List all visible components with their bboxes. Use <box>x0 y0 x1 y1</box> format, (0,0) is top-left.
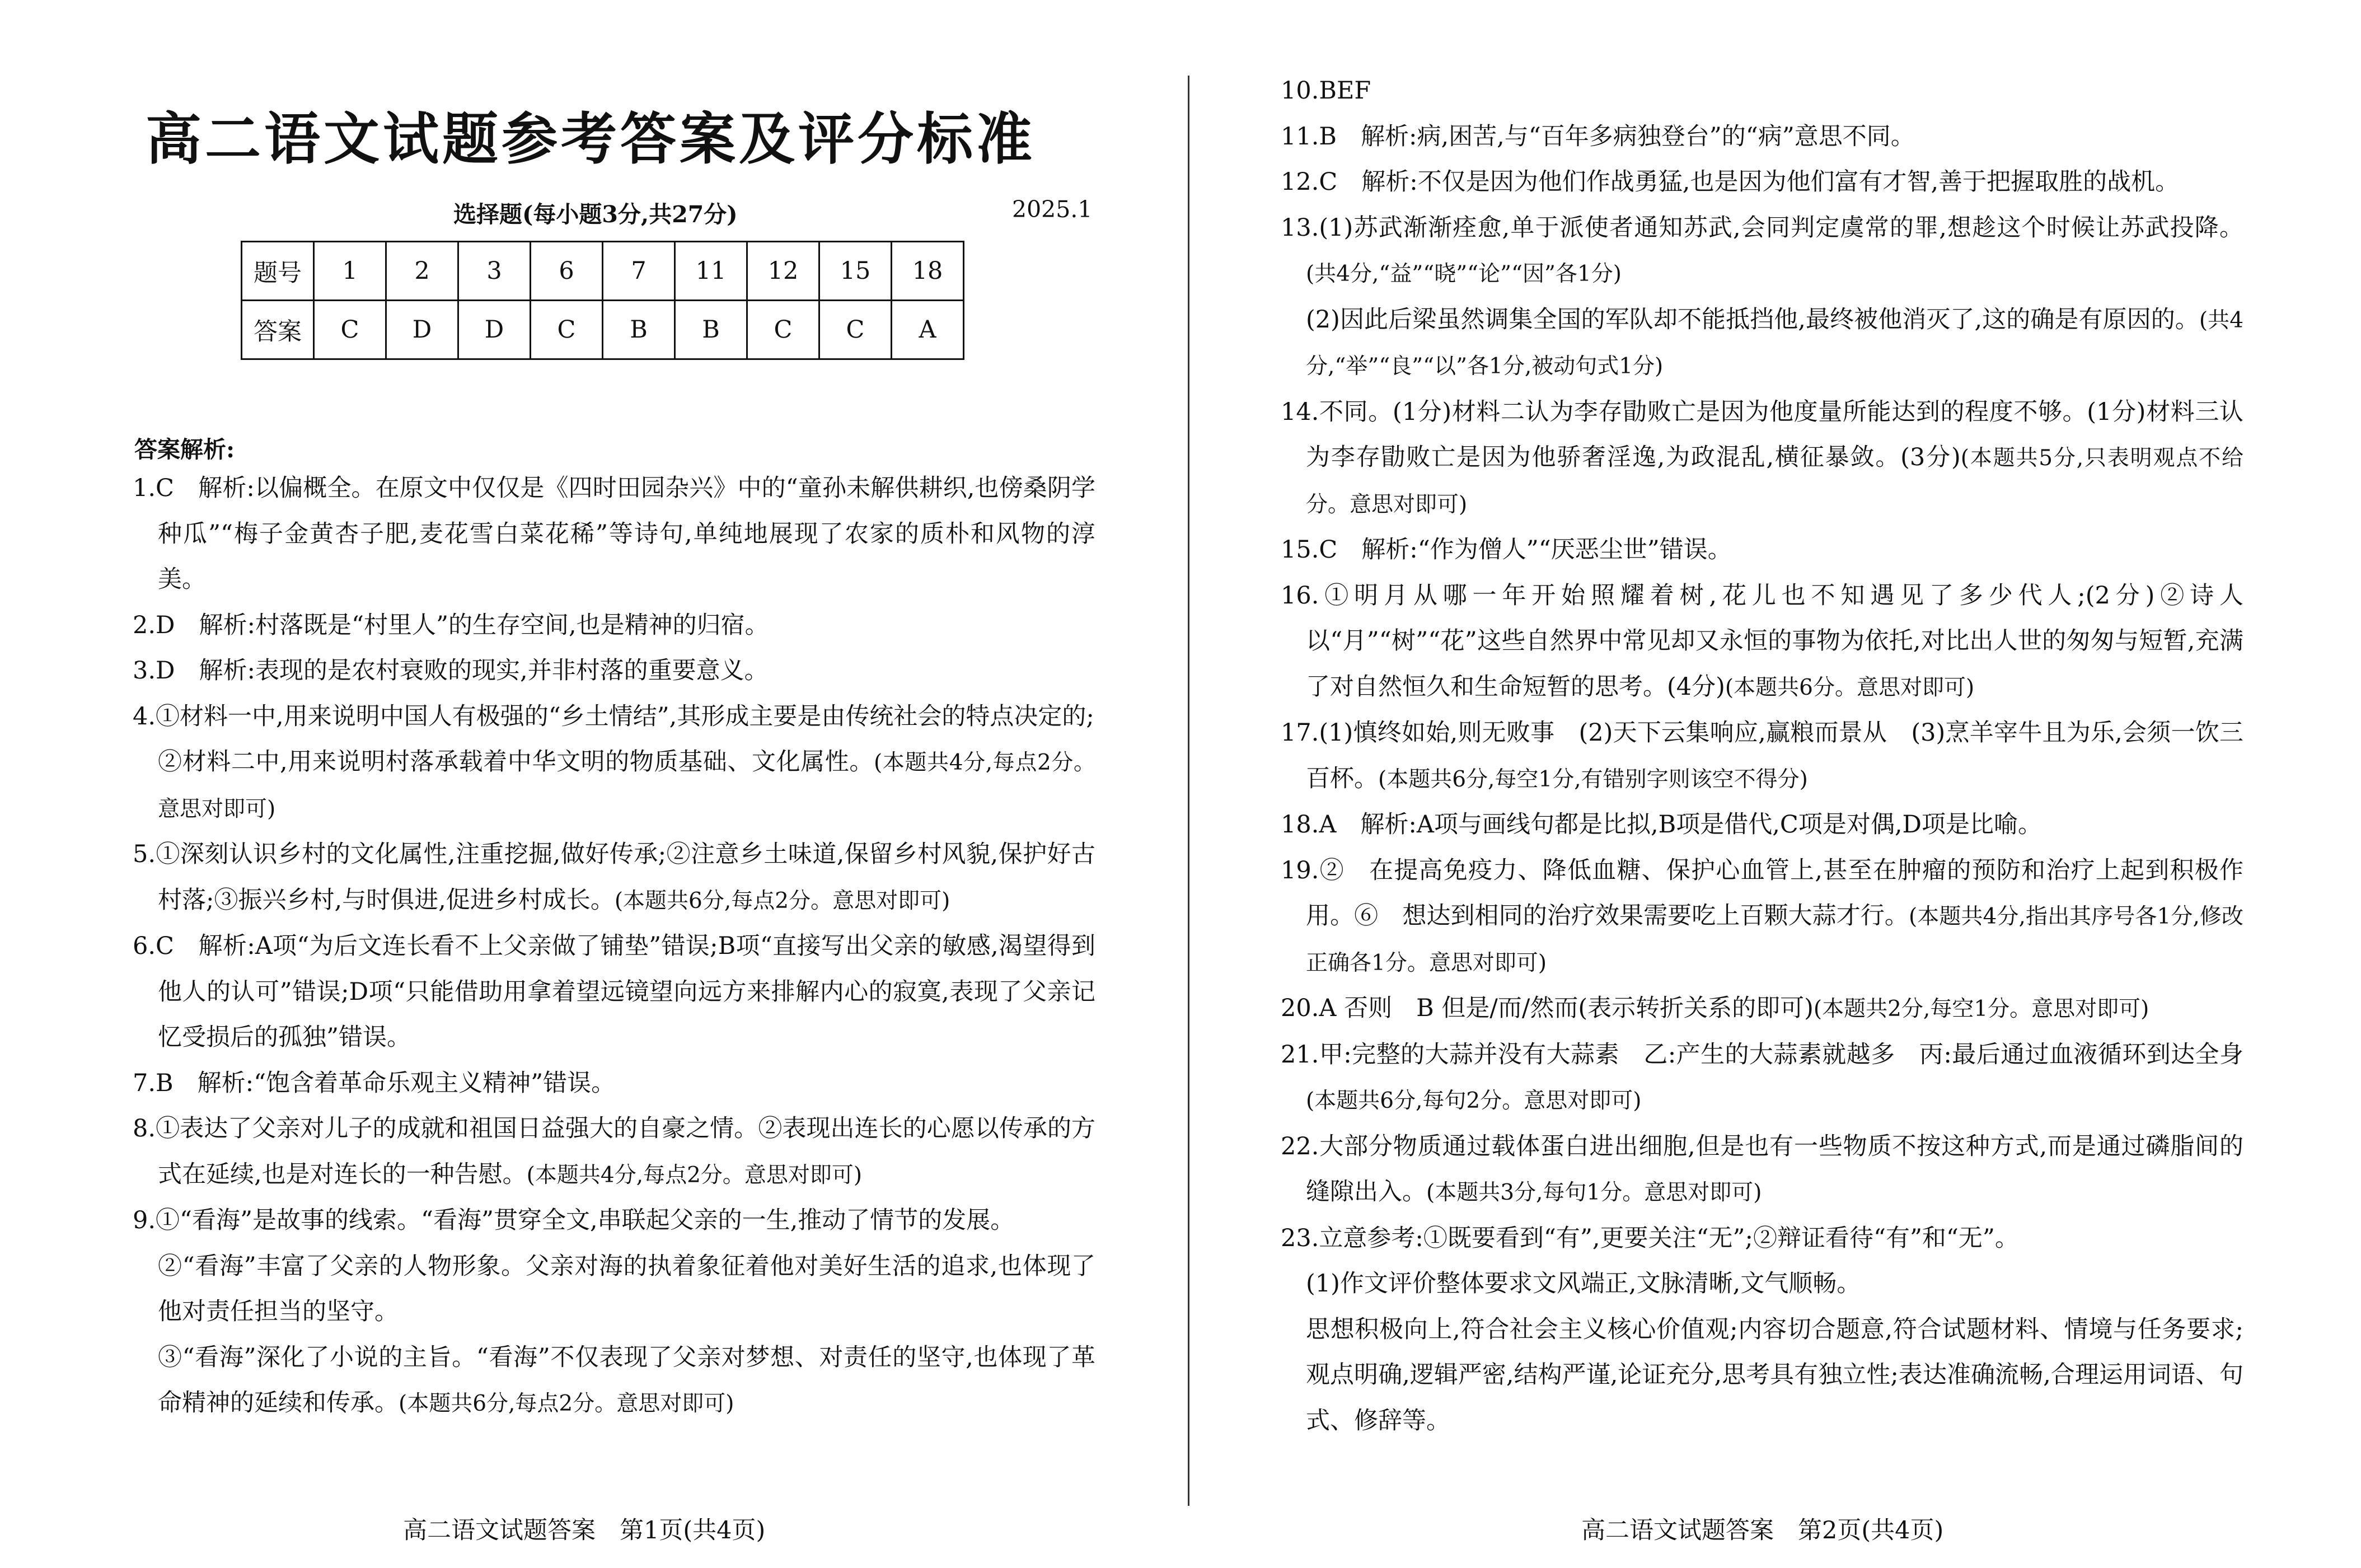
answer-item: 5.①深刻认识乡村的文化属性,注重挖掘,做好传承;②注意乡土味道,保留乡村风貌,保护好古村落;③振兴乡村,与时俱进,促进乡村成长。(本题共6分,每点2分。意思对即可) <box>133 840 1095 914</box>
answer-item: 17.(1)慎终如始,则无败事 (2)天下云集响应,赢粮而景从 (3)烹羊宰牛且为乐,会须一饮三百杯。(本题共6分,每空1分,有错别字则该空不得分) <box>1281 719 2243 793</box>
question-number: 2 <box>386 242 458 301</box>
exam-date: 2025.1 <box>1012 196 1093 223</box>
answer-item: 10.BEF <box>1281 77 1371 105</box>
question-number-row <box>242 242 964 301</box>
answer-item: ②材料二中,用来说明村落承载着中华文明的物质基础、文化属性。(本题共4分,每点2分。意思对即可) <box>158 748 1095 822</box>
answer-cell: D <box>458 301 531 359</box>
analysis-heading: 答案解析: <box>134 436 235 463</box>
answer-item: 19.② 在提高免疫力、降低血糖、保护心血管上,甚至在肿瘤的预防和治疗上起到积极作用。⑥ 想达到相同的治疗效果需要吃上百颗大蒜才行。(本题共4分,指出其序号各1分,修改正确各1分。意思对即可) <box>1281 856 2243 976</box>
document-title: 高二语文试题参考答案及评分标准 <box>146 106 1036 172</box>
row-label: 题号 <box>242 242 314 301</box>
answer-row <box>242 301 964 359</box>
scoring-note: (本题共5分,只表明观点不给分。意思对即可) <box>1306 446 2243 517</box>
question-number: 15 <box>819 242 892 301</box>
answer-item: 22.大部分物质通过载体蛋白进出细胞,但是也有一些物质不按这种方式,而是通过磷脂间的缝隙出入。(本题共3分,每句1分。意思对即可) <box>1281 1132 2243 1206</box>
answer-table <box>241 241 964 360</box>
answer-item: 14.不同。(1分)材料二认为李存勖败亡是因为他度量所能达到的程度不够。(1分)材料三认为李存勖败亡是因为他骄奢淫逸,为政混乱,横征暴敛。(3分)(本题共5分,只表明观点不给分。意思对即可) <box>1281 397 2243 517</box>
question-number: 1 <box>314 242 386 301</box>
page-footer: 高二语文试题答案 第2页(共4页) <box>1581 1516 1944 1544</box>
page-divider <box>1188 76 1189 1506</box>
question-number: 18 <box>892 242 964 301</box>
answer-item: 6.C 解析:A项“为后文连长看不上父亲做了铺垫”错误;B项“直接写出父亲的敏感,渴望得到他人的认可”错误;D项“只能借助用拿着望远镜望向远方来排解内心的寂寞,表现了父亲记忆受损后的孤独”错误。 <box>133 932 1095 1051</box>
question-number: 12 <box>747 242 819 301</box>
scoring-note: (本题共3分,每句1分。意思对即可) <box>1426 1180 1762 1205</box>
answer-item: 12.C 解析:不仅是因为他们作战勇猛,也是因为他们富有才智,善于把握取胜的战机。 <box>1281 168 2180 196</box>
answer-cell: B <box>603 301 675 359</box>
scoring-note: (本题共6分。意思对即可) <box>1725 675 1975 700</box>
question-number: 3 <box>458 242 531 301</box>
scoring-note: (本题共4分,每点2分。意思对即可) <box>526 1162 863 1188</box>
answer-cell: C <box>747 301 819 359</box>
answer-item: 15.C 解析:“作为僧人”“厌恶尘世”错误。 <box>1281 536 1732 564</box>
answer-cell: A <box>892 301 964 359</box>
answer-item: ②“看海”丰富了父亲的人物形象。父亲对海的执着象征着他对美好生活的追求,也体现了他对责任担当的坚守。 <box>158 1252 1095 1326</box>
answer-cell: C <box>819 301 892 359</box>
scoring-note: (本题共4分,指出其序号各1分,修改正确各1分。意思对即可) <box>1306 904 2243 976</box>
answer-cell: D <box>386 301 458 359</box>
answer-item: (2)因此后梁虽然调集全国的军队却不能抵挡他,最终被他消灭了,这的确是有原因的。(共4分,“举”“良”“以”各1分,被动句式1分) <box>1306 305 2244 379</box>
answer-item: 9.①“看海”是故事的线索。“看海”贯穿全文,串联起父亲的一生,推动了情节的发展。 <box>133 1206 1015 1234</box>
scoring-note: (共4分,“举”“良”“以”各1分,被动句式1分) <box>1306 307 2244 379</box>
answer-item: 11.B 解析:病,困苦,与“百年多病独登台”的“病”意思不同。 <box>1281 122 1915 151</box>
answer-item: 16.①明月从哪一年开始照耀着树,花儿也不知遇见了多少代人;(2分)②诗人以“月”“树”“花”这些自然界中常见却又永恒的事物为依托,对比出人世的匆匆与短暂,充满了对自然恒久和生命短暂的思考。(4分)(本题共6分。意思对即可) <box>1281 581 2243 701</box>
scoring-note: (本题共6分,每空1分,有错别字则该空不得分) <box>1378 766 1808 792</box>
answer-cell: C <box>531 301 603 359</box>
scoring-note: (本题共6分,每点2分。意思对即可) <box>614 888 950 914</box>
answer-item: 2.D 解析:村落既是“村里人”的生存空间,也是精神的归宿。 <box>133 611 769 639</box>
scoring-note: (共4分,“益”“晓”“论”“因”各1分) <box>1306 261 1622 287</box>
scoring-note: (本题共2分,每空1分。意思对即可) <box>1813 996 2149 1022</box>
answer-item: 思想积极向上,符合社会主义核心价值观;内容切合题意,符合试题材料、情境与任务要求;观点明确,逻辑严密,结构严谨,论证充分,思考具有独立性;表达准确流畅,合理运用词语、句式、修辞等。 <box>1306 1315 2243 1435</box>
answer-cell: B <box>675 301 747 359</box>
answer-item: ③“看海”深化了小说的主旨。“看海”不仅表现了父亲对梦想、对责任的坚守,也体现了革命精神的延续和传承。(本题共6分,每点2分。意思对即可) <box>158 1343 1095 1417</box>
answer-list-page-2 <box>1281 68 2243 1444</box>
answer-item: 20.A 否则 B 但是/而/然而(表示转折关系的即可)(本题共2分,每空1分。意思对即可) <box>1281 994 2149 1022</box>
answer-item: 8.①表达了父亲对儿子的成就和祖国日益强大的自豪之情。②表现出连长的心愿以传承的方式在延续,也是对连长的一种告慰。(本题共4分,每点2分。意思对即可) <box>133 1115 1095 1188</box>
answer-cell: C <box>314 301 386 359</box>
answer-item: 7.B 解析:“饱含着革命乐观主义精神”错误。 <box>133 1069 616 1097</box>
answer-item: 13.(1)苏武渐渐痊愈,单于派使者通知苏武,会同判定虞常的罪,想趁这个时候让苏武投降。(共4分,“益”“晓”“论”“因”各1分) <box>1281 213 2243 287</box>
answer-item: 4.①材料一中,用来说明中国人有极强的“乡土情结”,其形成主要是由传统社会的特点决定的; <box>133 702 1094 731</box>
analysis-list <box>133 466 1095 1427</box>
scoring-note: (本题共6分,每句2分。意思对即可) <box>1306 1088 1642 1113</box>
scoring-note: (本题共6分,每点2分。意思对即可) <box>399 1391 734 1416</box>
answer-item: 3.D 解析:表现的是农村衰败的现实,并非村落的重要意义。 <box>133 657 769 685</box>
answer-item: 18.A 解析:A项与画线句都是比拟,B项是借代,C项是对偶,D项是比喻。 <box>1281 811 2042 839</box>
answer-item: 1.C 解析:以偏概全。在原文中仅仅是《四时田园杂兴》中的“童孙未解供耕织,也傍桑阴学种瓜”“梅子金黄杏子肥,麦花雪白菜花稀”等诗句,单纯地展现了农家的质朴和风物的淳美。 <box>133 474 1095 593</box>
question-number: 11 <box>675 242 747 301</box>
question-number: 7 <box>603 242 675 301</box>
answer-item: 21.甲:完整的大蒜并没有大蒜素 乙:产生的大蒜素就越多 丙:最后通过血液循环到达全身(本题共6分,每句2分。意思对即可) <box>1281 1040 2243 1113</box>
question-number: 6 <box>531 242 603 301</box>
page-footer: 高二语文试题答案 第1页(共4页) <box>403 1516 766 1544</box>
scoring-note: (本题共4分,每点2分。意思对即可) <box>158 750 1095 822</box>
row-label: 答案 <box>242 301 314 359</box>
answer-item: (1)作文评价整体要求文风端正,文脉清晰,文气顺畅。 <box>1306 1270 1861 1298</box>
answer-item: 23.立意参考:①既要看到“有”,更要关注“无”;②辩证看待“有”和“无”。 <box>1281 1224 2019 1252</box>
choice-section-heading: 选择题(每小题3分,共27分) <box>453 201 738 228</box>
